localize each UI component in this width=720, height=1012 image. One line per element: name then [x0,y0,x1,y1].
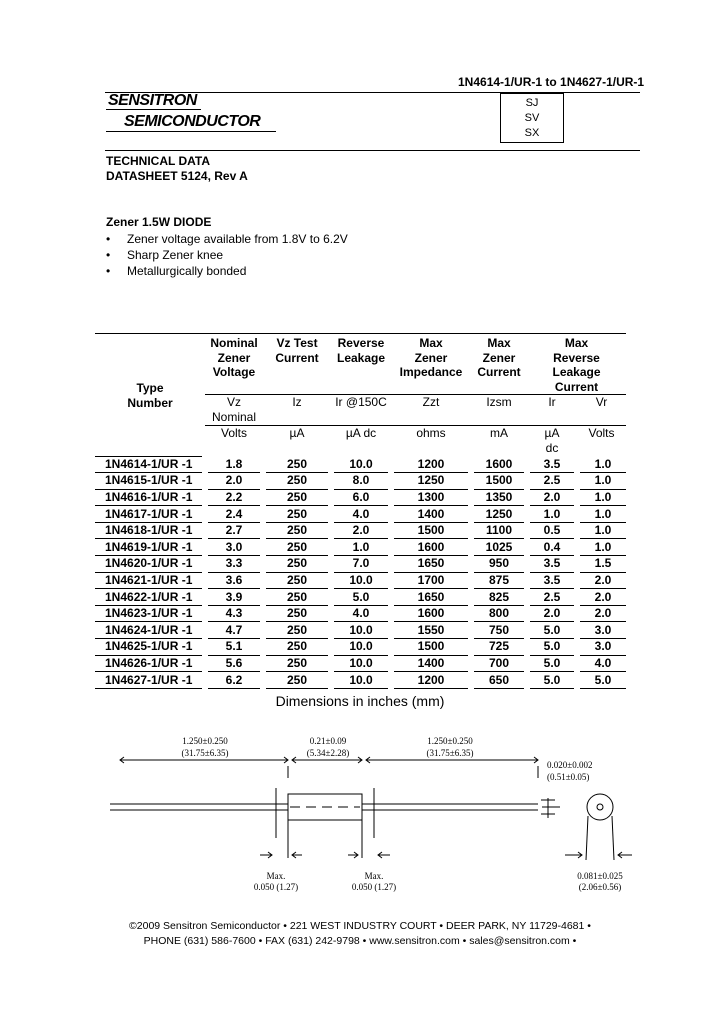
table-row [95,522,626,539]
value-cell: 800 [471,605,527,622]
package-dimension-drawing [110,728,640,898]
value-cell: 250 [263,539,331,556]
unit-cell: Volts [220,426,247,440]
value-cell: 1250 [471,506,527,523]
value-cell: 1250 [391,473,471,490]
value-cell: 250 [263,672,331,689]
value-cell: 1.0 [577,539,626,556]
value-cell: 1025 [471,539,527,556]
technical-data-label: TECHNICAL DATA [106,154,210,168]
feature-item: • Metallurgically bonded [106,263,348,279]
value-cell: 1600 [391,539,471,556]
dim-body-dia-mm: (2.06±0.56) [578,882,622,892]
value-cell: 3.5 [527,556,577,573]
symbol-cell: Vz Nominal [205,395,263,426]
value-cell: 8.0 [331,473,391,490]
value-cell: 250 [263,639,331,656]
electrical-table [95,333,626,689]
datasheet-label: DATASHEET 5124, Rev A [106,169,248,183]
value-cell: 2.7 [205,522,263,539]
value-cell: 825 [471,589,527,606]
company-name-line2: SEMICONDUCTOR [124,113,261,130]
dim-body-len-mm: (5.34±2.28) [306,748,350,758]
value-cell: 250 [263,456,331,473]
value-cell: 2.5 [527,473,577,490]
value-cell: 1.5 [577,556,626,573]
dim-body-dia-in: 0.081±0.025 [577,871,623,881]
value-cell: 1650 [391,589,471,606]
dim-lead-left-in: 1.250±0.250 [182,736,228,746]
value-cell: 1.0 [577,456,626,473]
value-cell: 7.0 [331,556,391,573]
max-value-left: 0.050 (1.27) [253,882,299,892]
value-cell: 875 [471,572,527,589]
value-cell: 250 [263,489,331,506]
symbol-cell: Ir @150C [331,395,391,426]
value-cell: 10.0 [331,572,391,589]
value-cell: 4.0 [577,655,626,672]
table-row [95,506,626,523]
grade-box [500,93,564,143]
table-row [95,489,626,506]
value-cell: 0.4 [527,539,577,556]
column-header: Type Number [95,334,205,457]
value-cell: 250 [263,589,331,606]
value-cell: 725 [471,639,527,656]
table-row [95,655,626,672]
table-row [95,672,626,689]
value-cell: 4.7 [205,622,263,639]
grade-sv: SV [524,112,540,124]
dim-lead-dia-in: 0.020±0.002 [547,760,593,770]
value-cell: 250 [263,622,331,639]
value-cell: 1.0 [577,522,626,539]
dimensions-title: Dimensions in inches (mm) [275,693,445,709]
value-cell: 1600 [391,605,471,622]
value-cell: 5.0 [331,589,391,606]
value-cell: 10.0 [331,672,391,689]
value-cell: 1500 [471,473,527,490]
value-cell: 1.0 [577,506,626,523]
dim-lead-dia-mm: (0.51±0.05) [547,772,590,782]
grade-sx: SX [524,127,540,139]
type-number-cell: 1N4624-1/UR -1 [95,622,205,639]
symbol-cell: Zzt [391,395,471,426]
value-cell: 2.0 [205,473,263,490]
value-cell: 6.2 [205,672,263,689]
value-cell: 2.0 [577,589,626,606]
value-cell: 1650 [391,556,471,573]
value-cell: 5.0 [527,655,577,672]
max-value-right: 0.050 (1.27) [351,882,397,892]
value-cell: 4.3 [205,605,263,622]
company-name-line1: SENSITRON [108,92,197,109]
table-row [95,456,626,473]
unit-cell: ohms [416,426,446,440]
table-row [95,605,626,622]
feature-item: • Sharp Zener knee [106,247,348,263]
value-cell: 6.0 [331,489,391,506]
end-view-ext [612,816,614,860]
value-cell: 250 [263,473,331,490]
value-cell: 3.5 [527,572,577,589]
column-header: Max Zener Impedance [391,334,471,395]
grade-sj: SJ [525,97,539,109]
value-cell: 700 [471,655,527,672]
value-cell: 1700 [391,572,471,589]
value-cell: 3.0 [205,539,263,556]
unit-cell: µA [289,426,305,440]
value-cell: 10.0 [331,639,391,656]
symbol-cell: Izsm [471,395,527,426]
part-range-title: 1N4614-1/UR-1 to 1N4627-1/UR-1 [458,75,645,89]
value-cell: 3.6 [205,572,263,589]
footer-contact: PHONE (631) 586-7600 • FAX (631) 242-9798 • www.sensitron.com • sales@sensitron.com • [143,935,577,947]
value-cell: 2.5 [527,589,577,606]
value-cell: 650 [471,672,527,689]
value-cell: 5.0 [527,672,577,689]
dim-lead-right-in: 1.250±0.250 [427,736,473,746]
type-number-cell: 1N4615-1/UR -1 [95,473,205,490]
value-cell: 2.0 [527,489,577,506]
column-header: Nominal Zener Voltage [205,334,263,395]
column-header: Reverse Leakage [331,334,391,395]
feature-item: • Zener voltage available from 1.8V to 6.2V [106,231,348,247]
unit-cell: mA [490,426,508,440]
value-cell: 1.0 [577,489,626,506]
value-cell: 1550 [391,622,471,639]
value-cell: 5.1 [205,639,263,656]
value-cell: 10.0 [331,655,391,672]
type-number-cell: 1N4627-1/UR -1 [95,672,205,689]
company-underline [106,131,276,132]
value-cell: 1400 [391,655,471,672]
technical-rule [105,150,640,151]
value-cell: 2.4 [205,506,263,523]
type-number-cell: 1N4616-1/UR -1 [95,489,205,506]
dim-body-len-in: 0.21±0.09 [309,736,347,746]
value-cell: 250 [263,655,331,672]
value-cell: 950 [471,556,527,573]
value-cell: 250 [263,522,331,539]
value-cell: 250 [263,556,331,573]
value-cell: 2.2 [205,489,263,506]
footer-address: ©2009 Sensitron Semiconductor • 221 WEST INDUSTRY COURT • DEER PARK, NY 11729-4681 • [129,920,591,932]
table-row [95,622,626,639]
type-number-cell: 1N4617-1/UR -1 [95,506,205,523]
value-cell: 2.0 [331,522,391,539]
type-number-cell: 1N4623-1/UR -1 [95,605,205,622]
column-header: Max Zener Current [471,334,527,395]
value-cell: 3.0 [577,639,626,656]
value-cell: 4.0 [331,605,391,622]
product-title: Zener 1.5W DIODE [106,215,212,229]
value-cell: 10.0 [331,456,391,473]
value-cell: 2.0 [527,605,577,622]
value-cell: 250 [263,572,331,589]
value-cell: 1500 [391,522,471,539]
type-number-cell: 1N4618-1/UR -1 [95,522,205,539]
value-cell: 1200 [391,456,471,473]
value-cell: 1400 [391,506,471,523]
value-cell: 2.0 [577,605,626,622]
max-label-left: Max. [266,871,286,881]
value-cell: 1.8 [205,456,263,473]
value-cell: 1500 [391,639,471,656]
symbol-cell: Vr [577,395,626,426]
value-cell: 5.0 [577,672,626,689]
column-header: Vz Test Current [263,334,331,395]
value-cell: 1200 [391,672,471,689]
symbol-cell: Iz [263,395,331,426]
feature-list [106,231,348,279]
end-view-lead [597,804,603,810]
table-row [95,639,626,656]
column-header: Max Reverse Leakage Current [527,334,626,395]
max-label-right: Max. [364,871,384,881]
value-cell: 3.5 [527,456,577,473]
end-view-ext [586,816,588,860]
dim-lead-right-mm: (31.75±6.35) [426,748,474,758]
value-cell: 250 [263,506,331,523]
value-cell: 1600 [471,456,527,473]
type-number-cell: 1N4625-1/UR -1 [95,639,205,656]
unit-cell: Volts [588,426,615,440]
type-number-cell: 1N4614-1/UR -1 [95,456,205,473]
table-row [95,556,626,573]
value-cell: 5.0 [527,622,577,639]
value-cell: 750 [471,622,527,639]
value-cell: 3.9 [205,589,263,606]
dim-lead-left-mm: (31.75±6.35) [181,748,229,758]
table-row [95,539,626,556]
end-view-body [587,794,613,820]
unit-cell: µA dc [345,426,377,440]
value-cell: 4.0 [331,506,391,523]
type-number-cell: 1N4626-1/UR -1 [95,655,205,672]
value-cell: 5.6 [205,655,263,672]
type-number-cell: 1N4620-1/UR -1 [95,556,205,573]
value-cell: 0.5 [527,522,577,539]
value-cell: 1300 [391,489,471,506]
table-header-row [95,334,626,395]
value-cell: 1100 [471,522,527,539]
symbol-cell: Ir [527,395,577,426]
value-cell: 3.3 [205,556,263,573]
value-cell: 1.0 [331,539,391,556]
value-cell: 2.0 [577,572,626,589]
value-cell: 250 [263,605,331,622]
table-row [95,473,626,490]
value-cell: 1.0 [527,506,577,523]
value-cell: 1350 [471,489,527,506]
type-number-cell: 1N4619-1/UR -1 [95,539,205,556]
type-number-cell: 1N4622-1/UR -1 [95,589,205,606]
value-cell: 3.0 [577,622,626,639]
table-row [95,572,626,589]
value-cell: 10.0 [331,622,391,639]
unit-cell: µA dc [544,426,560,455]
value-cell: 1.0 [577,473,626,490]
type-number-cell: 1N4621-1/UR -1 [95,572,205,589]
table-row [95,589,626,606]
value-cell: 5.0 [527,639,577,656]
